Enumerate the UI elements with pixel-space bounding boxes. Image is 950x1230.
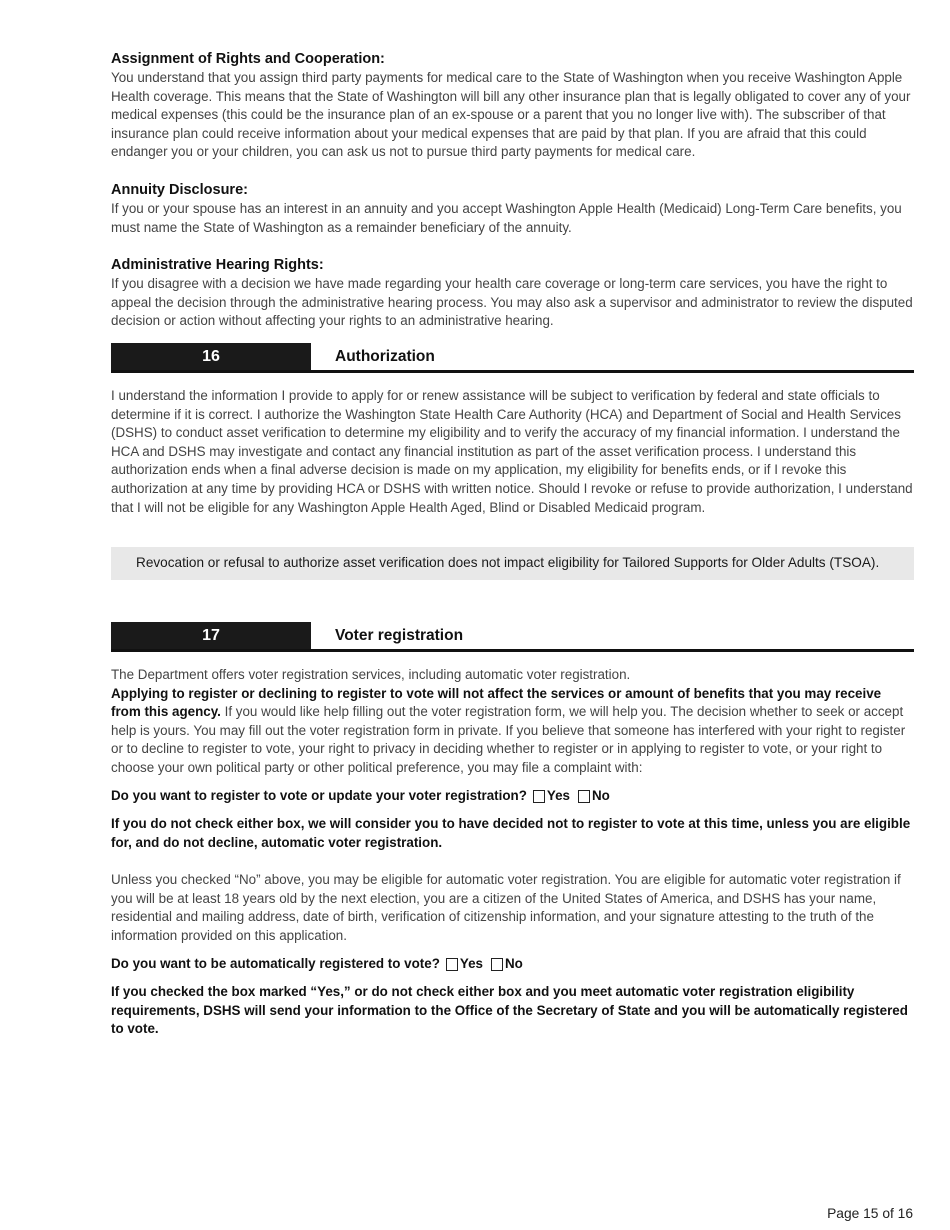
section-16-title: Authorization [335, 347, 435, 365]
auto-register-warning: If you checked the box marked “Yes,” or do not check either box and you meet automatic voter registration eligibility requirements, DSHS will send your information to the Office of the Secretary of State and you will be automatically registered to vote. [111, 984, 908, 1037]
tsoa-note-text: Revocation or refusal to authorize asset verification does not impact eligibility for Tailored Supports for Older Adults (TSOA). [136, 555, 880, 570]
section-16-body-wrap [111, 387, 914, 517]
auto-registration-body: Unless you checked “No” above, you may be eligible for automatic voter registration. You are eligible for automatic voter registration if you will be at least 18 years old by the next election, you are a citizen of the United States of America, and DSHS has your name, residential and mailing address, date of birth, verification of citizenship information, and your signature attesting to the truth of the information provided on this application. [111, 872, 901, 943]
assignment-body: You understand that you assign third party payments for medical care to the State of Washington when you receive Washington Apple Health coverage. This means that the State of Washington will bill any other insurance plan that is legally obligated to cover any of your medical expenses (this could be the insurance plan of an ex-spouse or a parent that you no longer live with). The subscriber of that insurance plan could receive information about your medical expenses that are paid by that plan. If you are afraid that this could endanger you or your children, you can ask us not to pursue third party payments for medical care. [111, 70, 911, 160]
voter-bold-lead: Applying to register or declining to register to vote will not affect the services or amount of benefits that you may receive from this agency. [111, 685, 882, 720]
register-question [111, 787, 914, 805]
auto-register-question [111, 955, 914, 973]
assignment-heading: Assignment of Rights and Cooperation: [111, 51, 385, 67]
register-no-checkbox[interactable] [578, 790, 590, 803]
hearing-body: If you disagree with a decision we have made regarding your health care coverage or long-term care services, you have the right to appeal the decision through the administrative hearing process. You may also ask a supervisor and administrator to review the disputed decision or action without affecting your rights to an administrative hearing. [111, 276, 913, 329]
tsoa-note-box [111, 547, 914, 580]
voter-body-text: If you would like help filling out the voter registration form, we will help you. The decision whether to seek or accept help is yours. You may fill out the voter registration form in private. If you believe that someone has interfered with your right to register or to decline to register to vote, your right to privacy in deciding whether to register or in applying to register to vote, or your right to choose your own political party or other political preference, you may file a complaint with: [111, 704, 906, 775]
hearing-section [111, 256, 914, 331]
register-question-text: Do you want to register to vote or update your voter registration? [111, 788, 527, 803]
warning-1-wrap [111, 815, 914, 852]
auto-yes-label: Yes [459, 956, 483, 971]
section-17-title: Voter registration [335, 626, 464, 644]
hearing-heading: Administrative Hearing Rights: [111, 257, 324, 273]
voter-body [111, 685, 914, 778]
page-number: Page 15 of 16 [827, 1206, 913, 1221]
auto-registration-wrap [111, 871, 914, 945]
annuity-body: If you or your spouse has an interest in an annuity and you accept Washington Apple Health (Medicaid) Long-Term Care benefits, you must name the State of Washington as a remainder beneficiary of the annuity. [111, 201, 902, 235]
voter-intro: The Department offers voter registration services, including automatic voter registration. [111, 667, 631, 682]
auto-register-question-text: Do you want to be automatically registered to vote? [111, 956, 440, 971]
register-yes-label: Yes [546, 788, 570, 803]
section-17-number: 17 [111, 622, 311, 649]
no-check-warning: If you do not check either box, we will consider you to have decided not to register to vote at this time, unless you are eligible for, and do not decline, automatic voter registration. [111, 816, 911, 850]
auto-no-label: No [504, 956, 523, 971]
section-16-header [111, 343, 914, 373]
warning-2-wrap [111, 983, 914, 1039]
authorization-body: I understand the information I provide to apply for or renew assistance will be subject to verification by federal and state officials to determine if it is correct. I authorize the Washington State Health Care Authority (HCA) and Department of Social and Health Services (DSHS) to conduct asset verification to determine my eligibility and to verify the accuracy of my financial information. I understand the HCA and DSHS may investigate and contact any financial institution as part of the asset verification process. I understand this authorization ends when a final adverse decision is made on my application, my eligibility for benefits ends, or if I revoke this authorization at any time by providing HCA or DSHS with written notice. Should I revoke or refuse to provide authorization, I understand that I will not be eligible for any Washington Apple Health Aged, Blind or Disabled Medicaid program. [111, 388, 913, 515]
annuity-section [111, 181, 914, 237]
voter-intro-wrap [111, 666, 914, 778]
assignment-section [111, 50, 914, 162]
auto-no-checkbox[interactable] [491, 958, 503, 971]
auto-yes-checkbox[interactable] [446, 958, 458, 971]
section-16-number: 16 [111, 343, 311, 370]
section-17-header [111, 622, 914, 652]
register-no-label: No [592, 788, 610, 803]
register-yes-checkbox[interactable] [533, 790, 545, 803]
annuity-heading: Annuity Disclosure: [111, 182, 248, 198]
